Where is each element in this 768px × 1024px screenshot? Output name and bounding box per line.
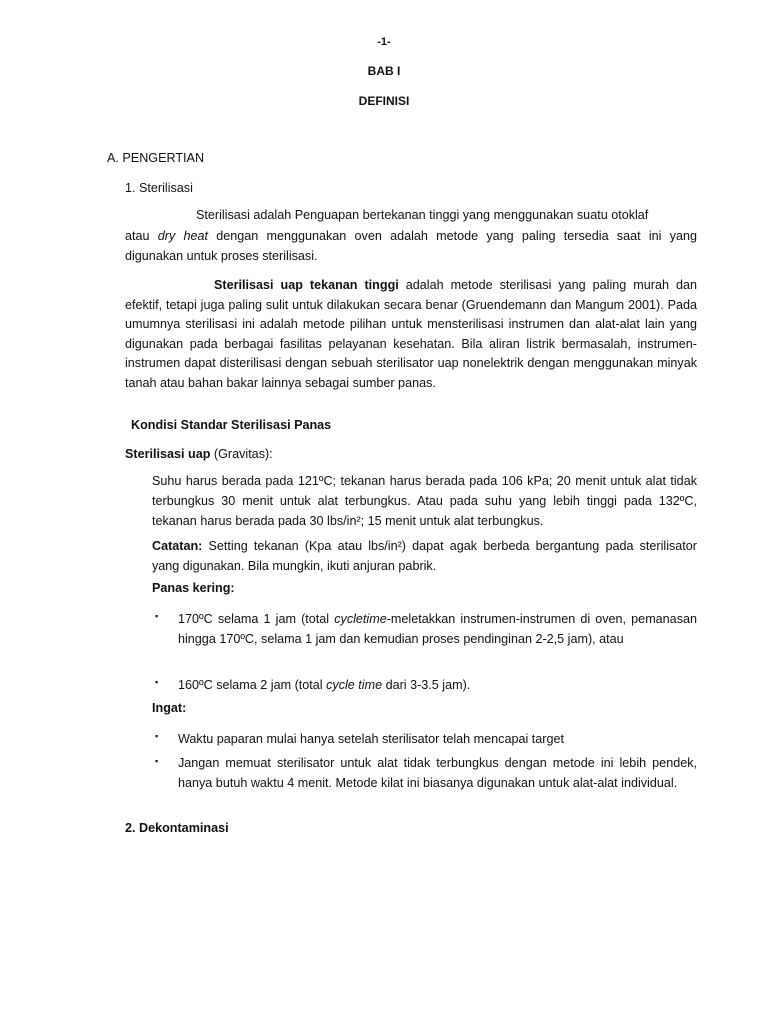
panas-item-1: 170ºC selama 1 jam (total cycletime-meletakkan instrumen-instrumen di oven, pemanasan hingga 170ºC, selama 1 jam dan kemudian proses pendinginan 2-2,5 jam), atau: [178, 612, 697, 646]
section-heading-2: 2. Dekontaminasi: [125, 821, 229, 835]
paragraph-2: [125, 276, 697, 393]
bullet-marker: ▪: [155, 756, 159, 766]
paragraph-1-line-3: digunakan untuk proses sterilisasi.: [125, 249, 318, 263]
section-heading-a: A. PENGERTIAN: [107, 151, 205, 165]
subsection-heading: 1. Sterilisasi: [125, 181, 193, 195]
catatan-paragraph: Catatan: Setting tekanan (Kpa atau lbs/in²) dapat agak berbeda bergantung pada sterilisator yang digunakan. Bila mungkin, ikuti anjuran pabrik.: [152, 539, 697, 573]
bullet-marker: ▪: [155, 731, 159, 741]
paragraph-2-term: Sterilisasi uap tekanan tinggi: [214, 278, 399, 292]
panas-kering-heading: Panas kering:: [152, 581, 235, 595]
sterilisasi-uap-line: Sterilisasi uap (Gravitas):: [125, 447, 273, 461]
ingat-item-2: Jangan memuat sterilisator untuk alat tidak terbungkus dengan metode ini lebih pendek, hanya butuh waktu 4 menit. Metode kilat ini biasanya digunakan untuk alat-alat individual.: [178, 756, 697, 790]
page-number: -1-: [377, 36, 391, 48]
kondisi-heading: Kondisi Standar Sterilisasi Panas: [131, 418, 332, 432]
ingat-item-1: Waktu paparan mulai hanya setelah sterilisator telah mencapai target: [178, 732, 564, 746]
suhu-paragraph: Suhu harus berada pada 121ºC; tekanan harus berada pada 106 kPa; 20 menit untuk alat tidak terbungkus 30 menit untuk alat terbungkus. Atau pada suhu yang lebih tinggi pada 132ºC, tekanan harus berada pada 30 lbs/in²; 15 menit untuk alat terbungkus.: [152, 474, 697, 528]
paragraph-1-line-1: Sterilisasi adalah Penguapan bertekanan tinggi yang menggunakan suatu otoklaf: [196, 208, 649, 222]
bullet-marker: ▪: [155, 677, 159, 687]
ingat-heading: Ingat:: [152, 701, 187, 715]
bullet-marker: ▪: [155, 611, 159, 621]
chapter-title: DEFINISI: [358, 94, 410, 108]
paragraph-2-text: adalah metode sterilisasi yang paling murah dan efektif, tetapi juga paling sulit untuk dilakukan secara benar (Gruendemann dan Mangum 2001). Pada umumnya sterilisasi ini adalah metode pilihan untuk mensterilisasi instrumen dan alat-alat lain yang digunakan pada berbagai fasilitas pelayanan kesehatan. Bila aliran listrik bermasalah, instrumen-instrumen dapat disterilisasi dengan sebuah sterilisator uap nonelektrik dengan menggunakan minyak tanah atau bahan bakar lainnya sebagai sumber panas.: [125, 278, 697, 390]
panas-item-2: 160ºC selama 2 jam (total cycle time dari 3-3.5 jam).: [178, 678, 471, 692]
paragraph-1-line-2: atau dry heat dengan menggunakan oven adalah metode yang paling tersedia saat ini yang: [125, 229, 697, 243]
chapter-label: BAB I: [367, 64, 401, 78]
